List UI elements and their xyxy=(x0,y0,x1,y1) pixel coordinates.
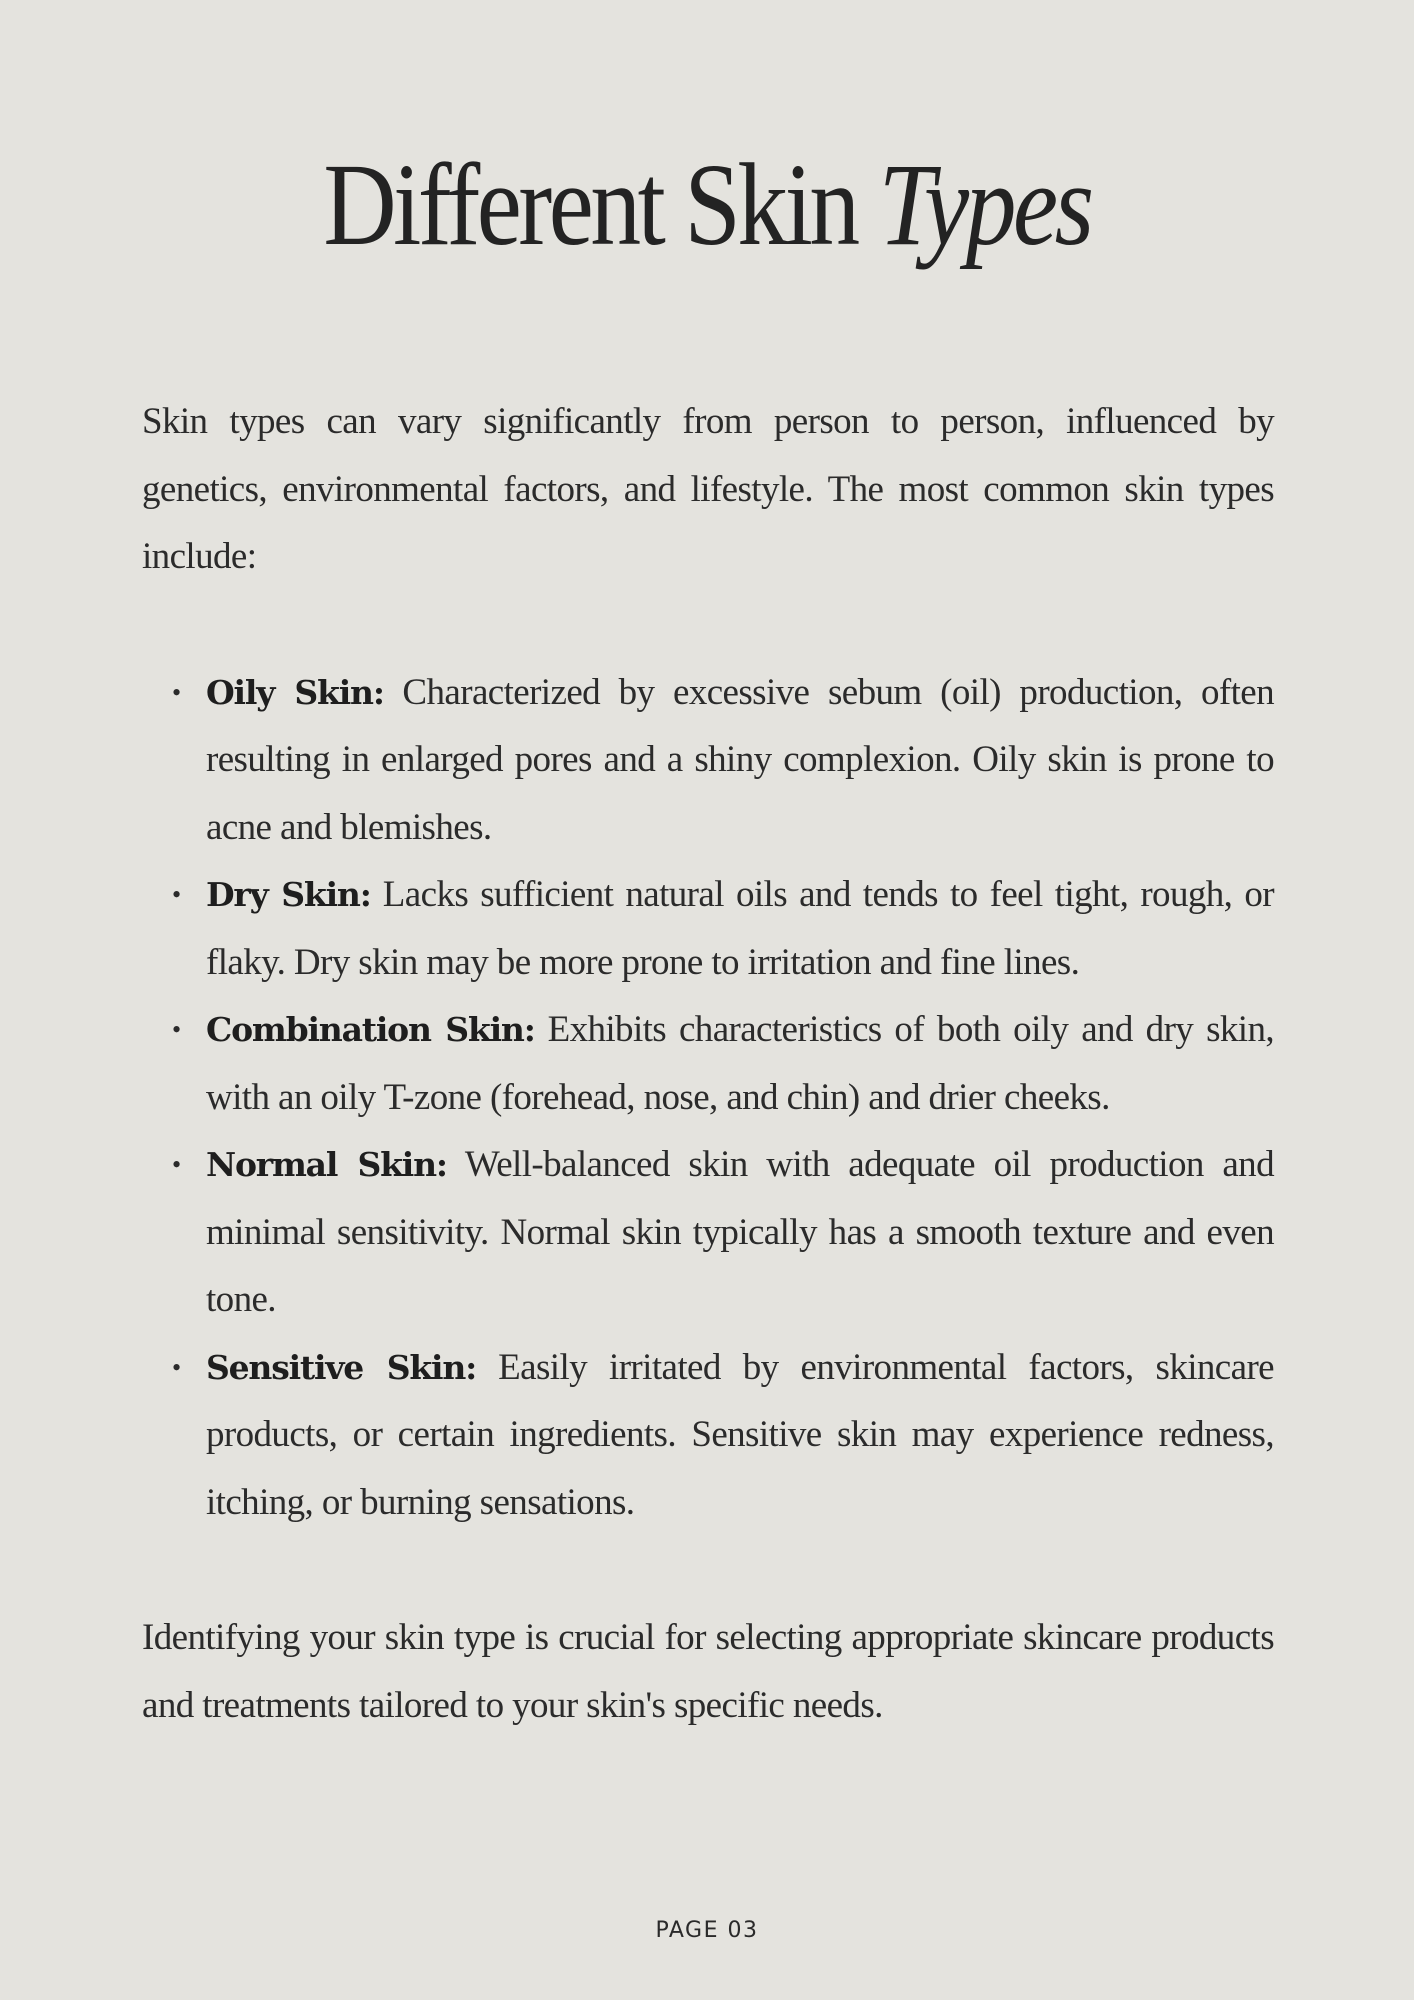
bullet-icon: • xyxy=(172,677,181,707)
page-number: PAGE 03 xyxy=(655,1918,759,1943)
document-body xyxy=(142,388,1274,1739)
list-item-normal-skin xyxy=(172,1131,1274,1334)
closing-paragraph: Identifying your skin type is crucial for selecting appropriate skincare products and treatments tailored to your skin's specific needs. xyxy=(142,1617,1274,1726)
list-item-dry-skin xyxy=(172,861,1274,996)
skin-type-name: Combination Skin: xyxy=(206,1010,535,1049)
skin-type-description: Exhibits characteristics of both oily and dry skin, with an oily T-zone (forehead, nose, and chin) and drier cheeks. xyxy=(206,1009,1274,1118)
list-item-sensitive-skin xyxy=(172,1334,1274,1537)
page-title xyxy=(99,140,1315,270)
skin-type-name: Normal Skin: xyxy=(206,1145,447,1184)
title-main: Different Skin xyxy=(323,139,857,270)
skin-type-name: Sensitive Skin: xyxy=(206,1347,477,1387)
list-item-oily-skin xyxy=(172,659,1274,862)
skin-type-description: Easily irritated by environmental factors, skincare products, or certain ingredients. Sensitive skin may experience redness, itching, or burning sensations. xyxy=(206,1346,1274,1523)
bullet-icon: • xyxy=(172,1150,181,1179)
bullet-icon: • xyxy=(172,1352,181,1382)
skin-types-list xyxy=(142,659,1274,1537)
title-emphasis: Types xyxy=(878,139,1091,270)
bullet-icon: • xyxy=(172,1015,181,1044)
skin-type-description: Lacks sufficient natural oils and tends to feel tight, rough, or flaky. Dry skin may be more prone to irritation and fine lines. xyxy=(206,874,1274,983)
skin-type-name: Dry Skin: xyxy=(206,875,371,914)
skin-type-description: Well-balanced skin with adequate oil production and minimal sensitivity. Normal skin typically has a smooth texture and even tone. xyxy=(206,1144,1274,1320)
intro-paragraph: Skin types can vary significantly from person to person, influenced by genetics, environmental factors, and lifestyle. The most common skin types include: xyxy=(142,401,1274,577)
skin-type-description: Characterized by excessive sebum (oil) production, often resulting in enlarged pores and a shiny complexion. Oily skin is prone to acne and blemishes. xyxy=(206,671,1274,848)
list-item-combination-skin xyxy=(172,996,1274,1131)
bullet-icon: • xyxy=(172,880,181,909)
skin-type-name: Oily Skin: xyxy=(206,672,384,712)
